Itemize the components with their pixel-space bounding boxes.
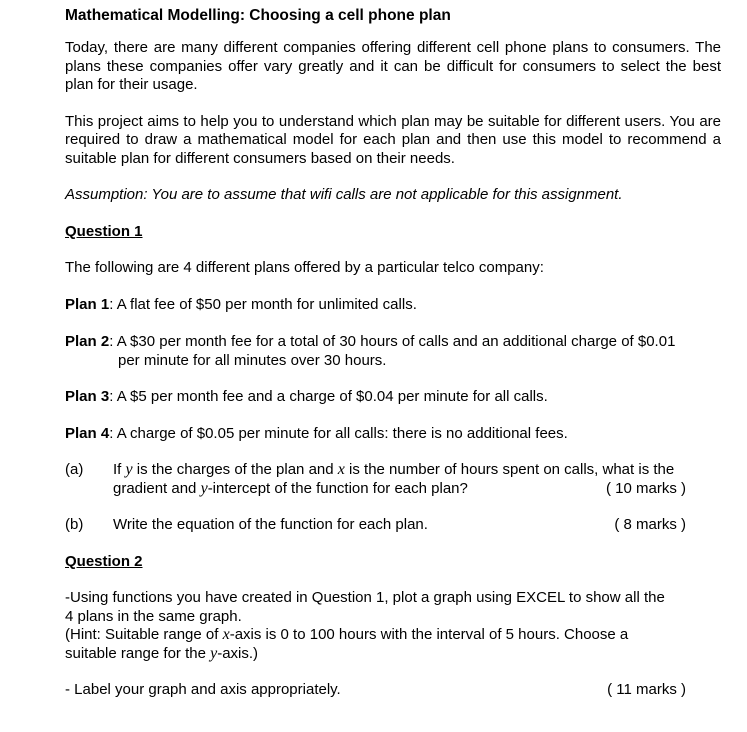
document [65, 6, 721, 700]
plan-1-label: Plan 1 [65, 295, 110, 313]
question-2-hint-line-2: suitable range for the y-axis.) [65, 644, 259, 662]
assumption-text: Assumption: You are to assume that wifi calls are not applicable for this assignment. [65, 186, 623, 203]
plan-2-text: : A $30 per month fee for a total of 30 hours of calls and an additional charge of $0.01 [109, 333, 676, 350]
plan-2 [65, 333, 721, 352]
question-1-lead: The following are 4 different plans offered by a particular telco company: [65, 259, 544, 276]
question-1b-marks: ( 8 marks ) [614, 516, 686, 533]
question-2-marks: ( 11 marks ) [607, 681, 686, 698]
question-1a [65, 461, 721, 498]
plan-1-text: : A flat fee of $50 per month for unlimited calls. [109, 295, 417, 313]
plan-2-label: Plan 2 [65, 333, 110, 350]
intro-paragraph-1: Today, there are many different companies offering different cell phone plans to consumers. The plans these companies offer vary greatly and it can be difficult for consumers to select the best plan for their usage. [65, 39, 721, 93]
question-2-line-2: 4 plans in the same graph. [65, 607, 242, 625]
intro-paragraph-2: This project aims to help you to understand which plan may be suitable for different users. You are required to draw a mathematical model for each plan and then use this model to recommend a suitable plan for different consumers based on their needs. [65, 112, 721, 167]
page-title: Mathematical Modelling: Choosing a cell phone plan [65, 7, 451, 24]
question-2-label-line: - Label your graph and axis appropriately. ( 11 marks ) [65, 681, 686, 698]
plan-4-text: : A charge of $0.05 per minute for all calls: there is no additional fees. [109, 424, 568, 442]
question-1a-line-2: gradient and y-intercept of the function for each plan? ( 10 marks ) [113, 479, 686, 497]
plan-1 [65, 296, 721, 315]
question-1a-label: (a) [65, 461, 84, 478]
question-1b-text: Write the equation of the function for each plan. [113, 516, 428, 533]
plan-3 [65, 388, 721, 407]
question-1-heading: Question 1 [65, 222, 143, 240]
plan-4 [65, 425, 721, 444]
plan-4-label: Plan 4 [65, 424, 110, 442]
question-1b [65, 516, 721, 535]
question-1a-line-1: If y is the charges of the plan and x is the number of hours spent on calls, what is the [113, 461, 675, 478]
question-2-line-1: -Using functions you have created in Question 1, plot a graph using EXCEL to show all the [65, 589, 665, 606]
plan-2-continuation: per minute for all minutes over 30 hours. [118, 351, 387, 369]
plan-3-text: : A $5 per month fee and a charge of $0.04 per minute for all calls. [109, 388, 548, 405]
question-2-hint-line-1: (Hint: Suitable range of x-axis is 0 to 100 hours with the interval of 5 hours. Choose a [65, 626, 629, 643]
question-1a-marks: ( 10 marks ) [605, 479, 686, 497]
plan-3-label: Plan 3 [65, 388, 110, 405]
question-1b-label: (b) [65, 516, 84, 533]
question-2-heading: Question 2 [65, 552, 143, 570]
